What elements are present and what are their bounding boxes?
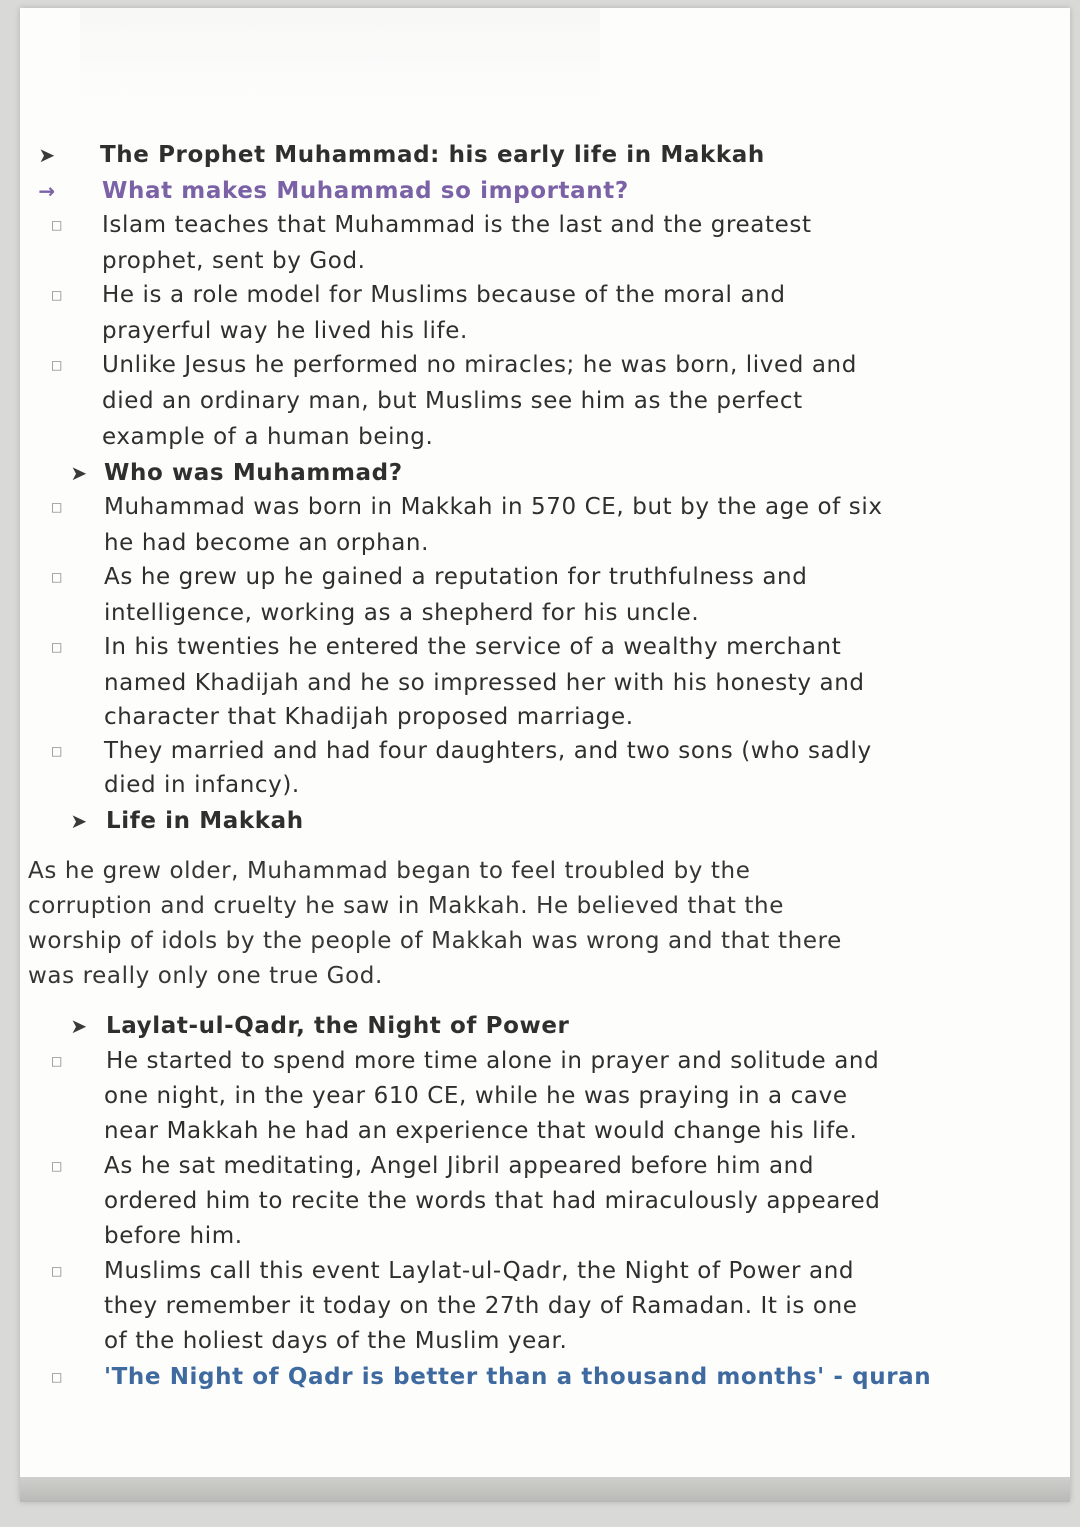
page-bottom-edge (20, 1477, 1070, 1502)
bullet-text: Unlike Jesus he performed no miracles; he was born, lived and (102, 352, 857, 378)
bullet-text: prayerful way he lived his life. (102, 318, 468, 344)
bullet-text: they remember it today on the 27th day of Ramadan. It is one (104, 1293, 858, 1319)
square-bullet-icon: □ (51, 1054, 63, 1068)
arrowhead-bullet-icon: ➤ (70, 461, 88, 485)
bullet-text: ordered him to recite the words that had miraculously appeared (104, 1188, 881, 1214)
bullet-text: He started to spend more time alone in prayer and solitude and (106, 1048, 880, 1074)
bullet-text: he had become an orphan. (104, 530, 430, 556)
bullet-text: one night, in the year 610 CE, while he was praying in a cave (104, 1083, 848, 1109)
bullet-text: As he sat meditating, Angel Jibril appeared before him and (104, 1153, 815, 1179)
subheading-importance: What makes Muhammad so important? (102, 178, 629, 204)
bullet-text: Muslims call this event Laylat-ul-Qadr, the Night of Power and (104, 1258, 855, 1284)
arrowhead-bullet-icon: ➤ (38, 143, 56, 167)
notes-page (20, 8, 1070, 1502)
square-bullet-icon: □ (51, 218, 63, 232)
quran-quote: 'The Night of Qadr is better than a thousand months' - quran (104, 1364, 932, 1390)
bullet-text: died an ordinary man, but Muslims see him as the perfect (102, 388, 803, 414)
paragraph-text: corruption and cruelty he saw in Makkah. He believed that the (28, 893, 784, 919)
bullet-text: died in infancy). (104, 772, 300, 798)
square-bullet-icon: □ (51, 1159, 63, 1173)
page-title: The Prophet Muhammad: his early life in Makkah (100, 142, 765, 168)
bullet-text: before him. (104, 1223, 243, 1249)
bullet-text: of the holiest days of the Muslim year. (104, 1328, 568, 1354)
paragraph-text: worship of idols by the people of Makkah was wrong and that there (28, 928, 842, 954)
arrow-icon: → (38, 179, 56, 203)
bullet-text: They married and had four daughters, and two sons (who sadly (104, 738, 872, 764)
bullet-text: As he grew up he gained a reputation for truthfulness and (104, 564, 808, 590)
arrowhead-bullet-icon: ➤ (70, 809, 88, 833)
square-bullet-icon: □ (51, 358, 63, 372)
square-bullet-icon: □ (51, 570, 63, 584)
bullet-text: He is a role model for Muslims because of the moral and (102, 282, 786, 308)
square-bullet-icon: □ (51, 288, 63, 302)
bullet-text: Islam teaches that Muhammad is the last and the greatest (102, 212, 812, 238)
bullet-text: Muhammad was born in Makkah in 570 CE, but by the age of six (104, 494, 883, 520)
square-bullet-icon: □ (51, 640, 63, 654)
section-heading: Who was Muhammad? (104, 460, 403, 486)
bullet-text: intelligence, working as a shepherd for his uncle. (104, 600, 700, 626)
square-bullet-icon: □ (51, 1370, 63, 1384)
square-bullet-icon: □ (51, 1264, 63, 1278)
paragraph-text: was really only one true God. (28, 963, 383, 989)
square-bullet-icon: □ (51, 744, 63, 758)
bullet-text: named Khadijah and he so impressed her with his honesty and (104, 670, 865, 696)
arrowhead-bullet-icon: ➤ (70, 1014, 88, 1038)
section-heading: Laylat-ul-Qadr, the Night of Power (106, 1013, 570, 1039)
bullet-text: example of a human being. (102, 424, 434, 450)
square-bullet-icon: □ (51, 500, 63, 514)
bullet-text: character that Khadijah proposed marriage. (104, 704, 634, 730)
paragraph-text: As he grew older, Muhammad began to feel troubled by the (28, 858, 751, 884)
bullet-text: near Makkah he had an experience that would change his life. (104, 1118, 858, 1144)
bullet-text: prophet, sent by God. (102, 248, 366, 274)
section-heading: Life in Makkah (106, 808, 304, 834)
bullet-text: In his twenties he entered the service of a wealthy merchant (104, 634, 842, 660)
